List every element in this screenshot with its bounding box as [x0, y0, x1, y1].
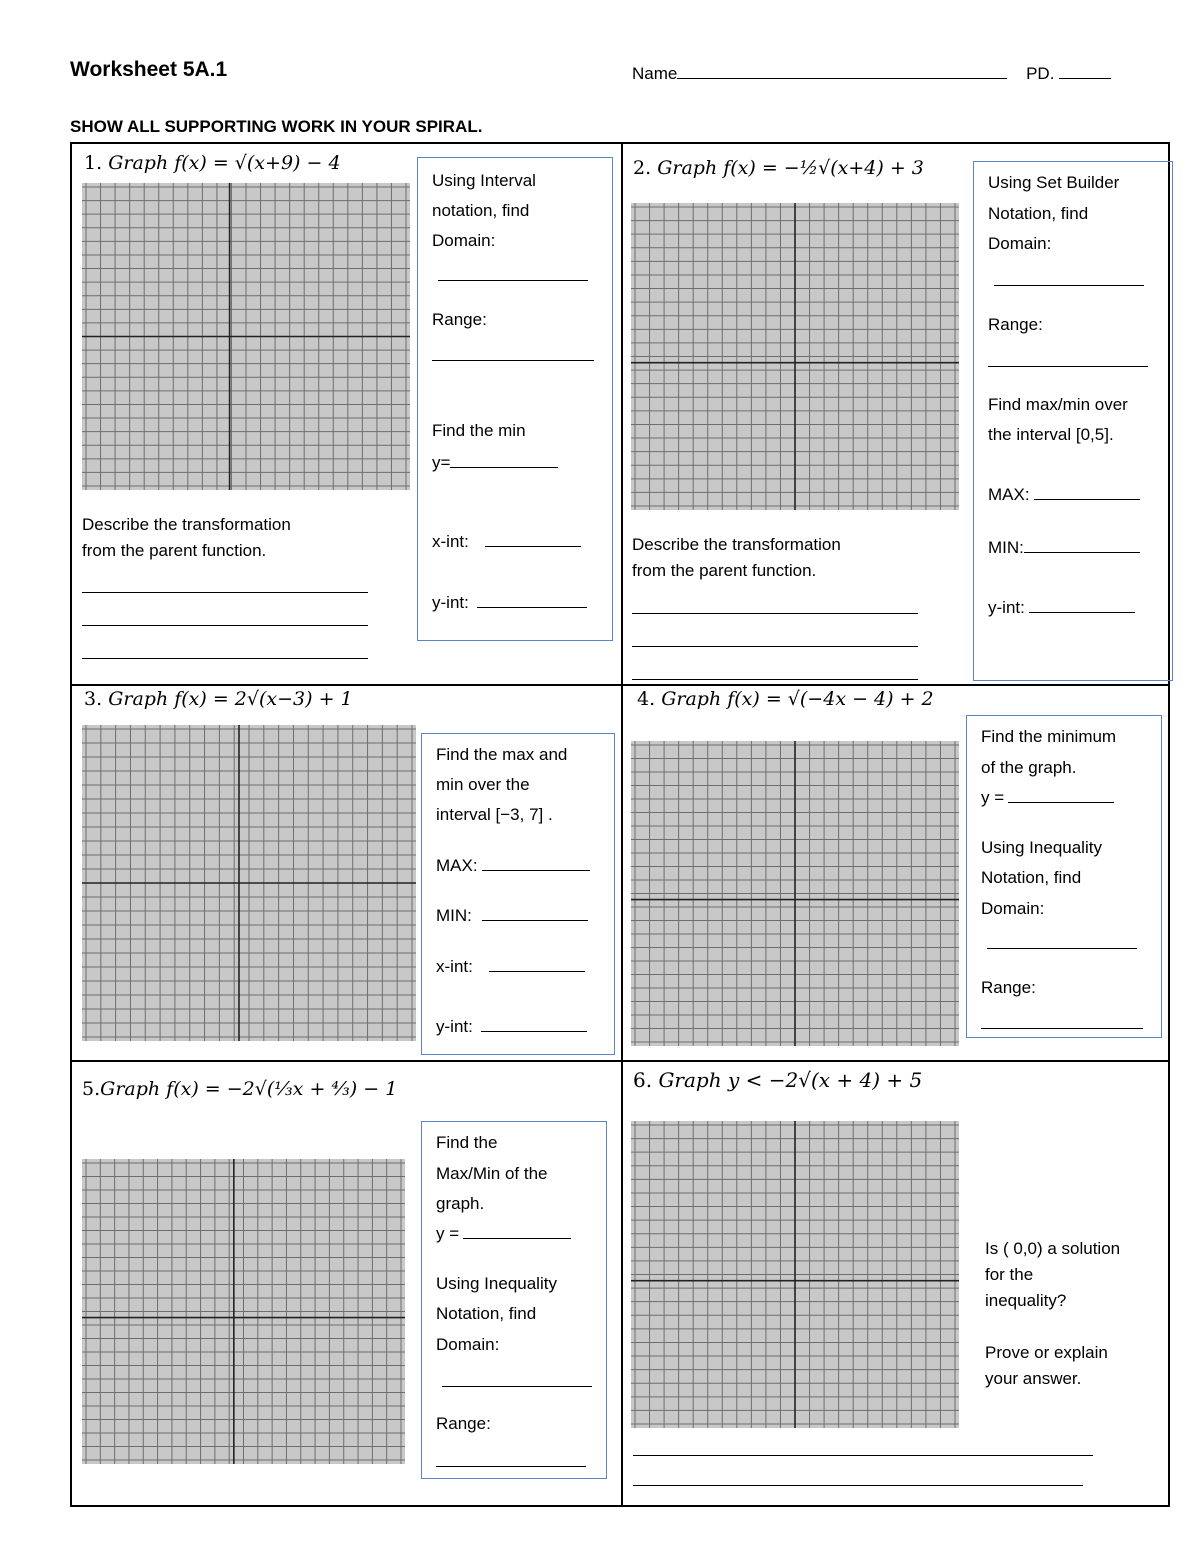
worksheet-title: Worksheet 5A.1: [70, 58, 228, 81]
problem-1-describe: Describe the transformation from the parent function.: [82, 515, 291, 560]
pd-label: PD.: [1026, 64, 1055, 83]
box-text: Using Inequality: [981, 838, 1102, 857]
problem-4-coordinate-grid[interactable]: [631, 741, 959, 1046]
min-answer[interactable]: y=: [432, 448, 558, 478]
box-text: Range:: [436, 1414, 491, 1433]
box-text: Notation, find: [436, 1304, 537, 1323]
problem-4-title: 4. Graph f(x) = √(−4x − 4) + 2: [637, 688, 934, 710]
box-text: Range:: [432, 310, 487, 329]
box-text: Find the minimum: [981, 727, 1117, 746]
box-text: Using Set Builder: [988, 173, 1120, 192]
problem-3-coordinate-grid[interactable]: [82, 725, 416, 1041]
box-text: Range:: [981, 978, 1036, 997]
describe-line[interactable]: [632, 679, 918, 680]
min-answer[interactable]: MIN:: [988, 533, 1140, 563]
box-text: of the graph.: [981, 758, 1077, 777]
y-int-answer[interactable]: y-int:: [436, 1012, 587, 1042]
problem-1-coordinate-grid[interactable]: [82, 183, 410, 490]
describe-line[interactable]: [82, 592, 368, 593]
describe-line[interactable]: [632, 646, 918, 647]
box-text: min over the: [436, 775, 530, 794]
problem-6-question: Is ( 0,0) a solution for the inequality? Prove or explain your answer.: [985, 1239, 1121, 1388]
problem-5-title: 5.Graph f(x) = −2√(⅓x + ⁴⁄₃) − 1: [82, 1078, 398, 1100]
box-text: graph.: [436, 1194, 485, 1213]
max-min-answer[interactable]: y =: [436, 1219, 571, 1249]
domain-answer-line[interactable]: [987, 948, 1137, 949]
problem-3-answer-box: [421, 733, 615, 1055]
box-text: Range:: [988, 315, 1043, 334]
box-text: Find the: [436, 1133, 498, 1152]
box-text: Domain:: [436, 1335, 500, 1354]
problem-1-title: 1. Graph f(x) = √(x+9) − 4: [84, 152, 341, 174]
box-text: Domain:: [432, 231, 496, 250]
box-text: Find the min: [432, 421, 526, 440]
box-text: Notation, find: [981, 868, 1082, 887]
box-text: Using Inequality: [436, 1274, 557, 1293]
problem-2-describe: Describe the transformation from the parent function.: [632, 535, 841, 580]
range-answer-line[interactable]: [436, 1466, 586, 1467]
problem-2-coordinate-grid[interactable]: [631, 203, 959, 510]
row-divider: [72, 684, 1168, 686]
box-text: Domain:: [981, 899, 1045, 918]
name-label: Name: [632, 64, 678, 83]
problem-1-answer-box: [417, 157, 613, 641]
box-text: Using Interval: [432, 171, 536, 190]
box-text: Notation, find: [988, 204, 1089, 223]
explain-line[interactable]: [633, 1455, 1093, 1456]
problem-2-answer-box: [973, 161, 1173, 681]
box-text: Find the max and: [436, 745, 568, 764]
y-int-answer[interactable]: y-int:: [432, 588, 587, 618]
problem-6-coordinate-grid[interactable]: [631, 1121, 959, 1428]
column-divider: [621, 144, 623, 1505]
box-text: the interval [0,5].: [988, 425, 1114, 444]
describe-line[interactable]: [82, 658, 368, 659]
max-answer[interactable]: MAX:: [436, 851, 590, 881]
x-int-answer[interactable]: x-int:: [432, 527, 581, 557]
domain-answer-line[interactable]: [994, 285, 1144, 286]
range-answer-line[interactable]: [981, 1028, 1143, 1029]
problem-4-answer-box: [966, 715, 1162, 1038]
y-int-answer[interactable]: y-int:: [988, 593, 1135, 623]
problem-3-title: 3. Graph f(x) = 2√(x−3) + 1: [84, 688, 353, 710]
describe-line[interactable]: [632, 613, 918, 614]
problem-2-title: 2. Graph f(x) = −½√(x+4) + 3: [633, 157, 924, 179]
max-answer[interactable]: MAX:: [988, 480, 1140, 510]
problem-6-title: 6. Graph y < −2√(x + 4) + 5: [633, 1068, 923, 1092]
instructions: SHOW ALL SUPPORTING WORK IN YOUR SPIRAL.: [70, 117, 483, 136]
describe-line[interactable]: [82, 625, 368, 626]
box-text: notation, find: [432, 201, 530, 220]
domain-answer-line[interactable]: [442, 1386, 592, 1387]
name-field[interactable]: [632, 62, 1111, 84]
domain-answer-line[interactable]: [438, 280, 588, 281]
explain-line[interactable]: [633, 1485, 1083, 1486]
range-answer-line[interactable]: [432, 360, 594, 361]
box-text: Max/Min of the: [436, 1164, 548, 1183]
row-divider: [72, 1060, 1168, 1062]
box-text: Find max/min over: [988, 395, 1128, 414]
box-text: interval [−3, 7] .: [436, 805, 553, 824]
box-text: Domain:: [988, 234, 1052, 253]
min-answer[interactable]: MIN:: [436, 901, 588, 931]
x-int-answer[interactable]: x-int:: [436, 952, 585, 982]
range-answer-line[interactable]: [988, 366, 1148, 367]
problem-5-coordinate-grid[interactable]: [82, 1159, 405, 1464]
min-answer[interactable]: y =: [981, 783, 1114, 813]
problem-5-answer-box: [421, 1121, 607, 1479]
